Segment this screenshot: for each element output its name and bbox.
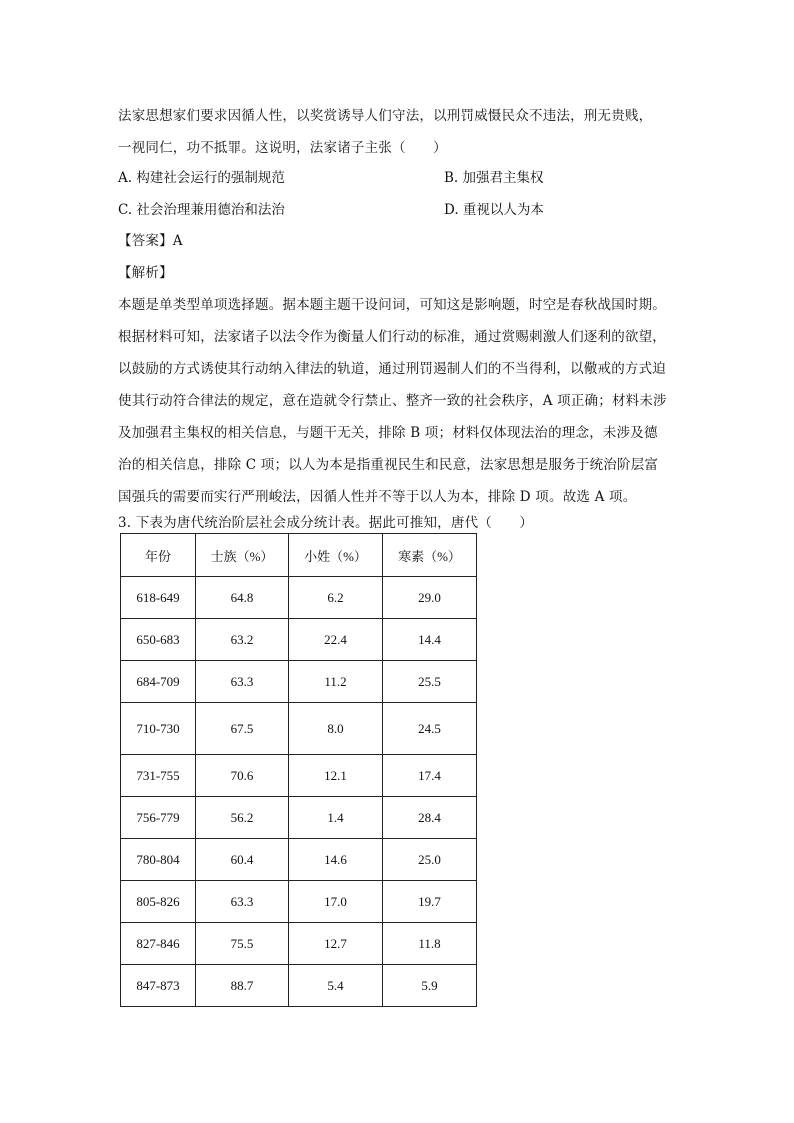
table-cell: 1.4: [289, 797, 383, 839]
table-cell: 14.4: [383, 619, 477, 661]
table-cell: 56.2: [196, 797, 289, 839]
analysis-line: 根据材料可知，法家诸子以法令作为衡量人们行动的标准，通过赏赐刺激人们逐利的欲望，: [118, 329, 666, 345]
table-cell: 805-826: [121, 881, 196, 923]
table-row: [121, 881, 477, 923]
table-cell: 756-779: [121, 797, 196, 839]
table-cell: 19.7: [383, 881, 477, 923]
table-cell: 60.4: [196, 839, 289, 881]
table-cell: 8.0: [289, 703, 383, 755]
table-cell: 710-730: [121, 703, 196, 755]
table-cell: 25.0: [383, 839, 477, 881]
table-cell: 618-649: [121, 577, 196, 619]
option-c: C. 社会治理兼用德治和法治: [118, 202, 285, 218]
analysis-line: 使其行动符合律法的规定，意在造就令行禁止、整齐一致的社会秩序，A 项正确；材料未涉: [118, 393, 667, 409]
table-cell: 684-709: [121, 661, 196, 703]
analysis-title: 【解析】: [118, 265, 173, 281]
table-cell: 64.8: [196, 577, 289, 619]
analysis-line: 以鼓励的方式诱使其行动纳入律法的轨道，通过刑罚遏制人们的不当得利，以儆戒的方式迫: [118, 361, 666, 377]
table-row: [121, 965, 477, 1007]
data-table: [120, 533, 477, 1007]
analysis-line: 本题是单类型单项选择题。据本题主题干设问词，可知这是影响题，时空是春秋战国时期。: [118, 297, 666, 313]
table-cell: 63.3: [196, 881, 289, 923]
table-cell: 63.3: [196, 661, 289, 703]
table-cell: 12.1: [289, 755, 383, 797]
table-cell: 70.6: [196, 755, 289, 797]
table-row: [121, 755, 477, 797]
table-header-cell: 小姓（%）: [289, 534, 383, 577]
table-cell: 847-873: [121, 965, 196, 1007]
answer-label: 【答案】A: [118, 233, 183, 249]
question-stem-line-1: 法家思想家们要求因循人性，以奖赏诱导人们守法，以刑罚威慑民众不违法，刑无贵贱，: [118, 108, 653, 124]
table-header-cell: 寒素（%）: [383, 534, 477, 577]
table-cell: 12.7: [289, 923, 383, 965]
table-cell: 25.5: [383, 661, 477, 703]
table-cell: 731-755: [121, 755, 196, 797]
table-cell: 28.4: [383, 797, 477, 839]
table-row: [121, 619, 477, 661]
table-row: [121, 577, 477, 619]
question-3-stem: 3. 下表为唐代统治阶层社会成分统计表。据此可推知，唐代（ ）: [118, 515, 534, 531]
analysis-line: 及加强君主集权的相关信息，与题干无关，排除 B 项；材料仅体现法治的理念，未涉及德: [118, 425, 658, 441]
table-cell: 24.5: [383, 703, 477, 755]
option-d: D. 重视以人为本: [444, 202, 544, 218]
table-header-row: [121, 534, 477, 577]
table-cell: 14.6: [289, 839, 383, 881]
table-cell: 17.0: [289, 881, 383, 923]
table-cell: 5.9: [383, 965, 477, 1007]
table-cell: 11.2: [289, 661, 383, 703]
analysis-line: 国强兵的需要而实行严刑峻法，因循人性并不等于以人为本，排除 D 项。故选 A 项。: [118, 489, 637, 505]
table-row: [121, 661, 477, 703]
table-cell: 5.4: [289, 965, 383, 1007]
table-row: [121, 797, 477, 839]
question-stem-line-2: 一视同仁，功不抵罪。这说明，法家诸子主张（ ）: [118, 140, 447, 156]
table-cell: 827-846: [121, 923, 196, 965]
table-row: [121, 923, 477, 965]
table-cell: 75.5: [196, 923, 289, 965]
table-cell: 650-683: [121, 619, 196, 661]
table-row: [121, 703, 477, 755]
option-a: A. 构建社会运行的强制规范: [118, 170, 285, 186]
table-cell: 6.2: [289, 577, 383, 619]
option-b: B. 加强君主集权: [444, 170, 544, 186]
table-cell: 11.8: [383, 923, 477, 965]
table-row: [121, 839, 477, 881]
table-cell: 17.4: [383, 755, 477, 797]
table-cell: 67.5: [196, 703, 289, 755]
table-header-cell: 士族（%）: [196, 534, 289, 577]
table-cell: 780-804: [121, 839, 196, 881]
analysis-line: 治的相关信息，排除 C 项；以人为本是指重视民生和民意，法家思想是服务于统治阶层富: [118, 457, 659, 473]
table-cell: 22.4: [289, 619, 383, 661]
table-header-cell: 年份: [121, 534, 196, 577]
table-cell: 88.7: [196, 965, 289, 1007]
table-cell: 63.2: [196, 619, 289, 661]
table-cell: 29.0: [383, 577, 477, 619]
